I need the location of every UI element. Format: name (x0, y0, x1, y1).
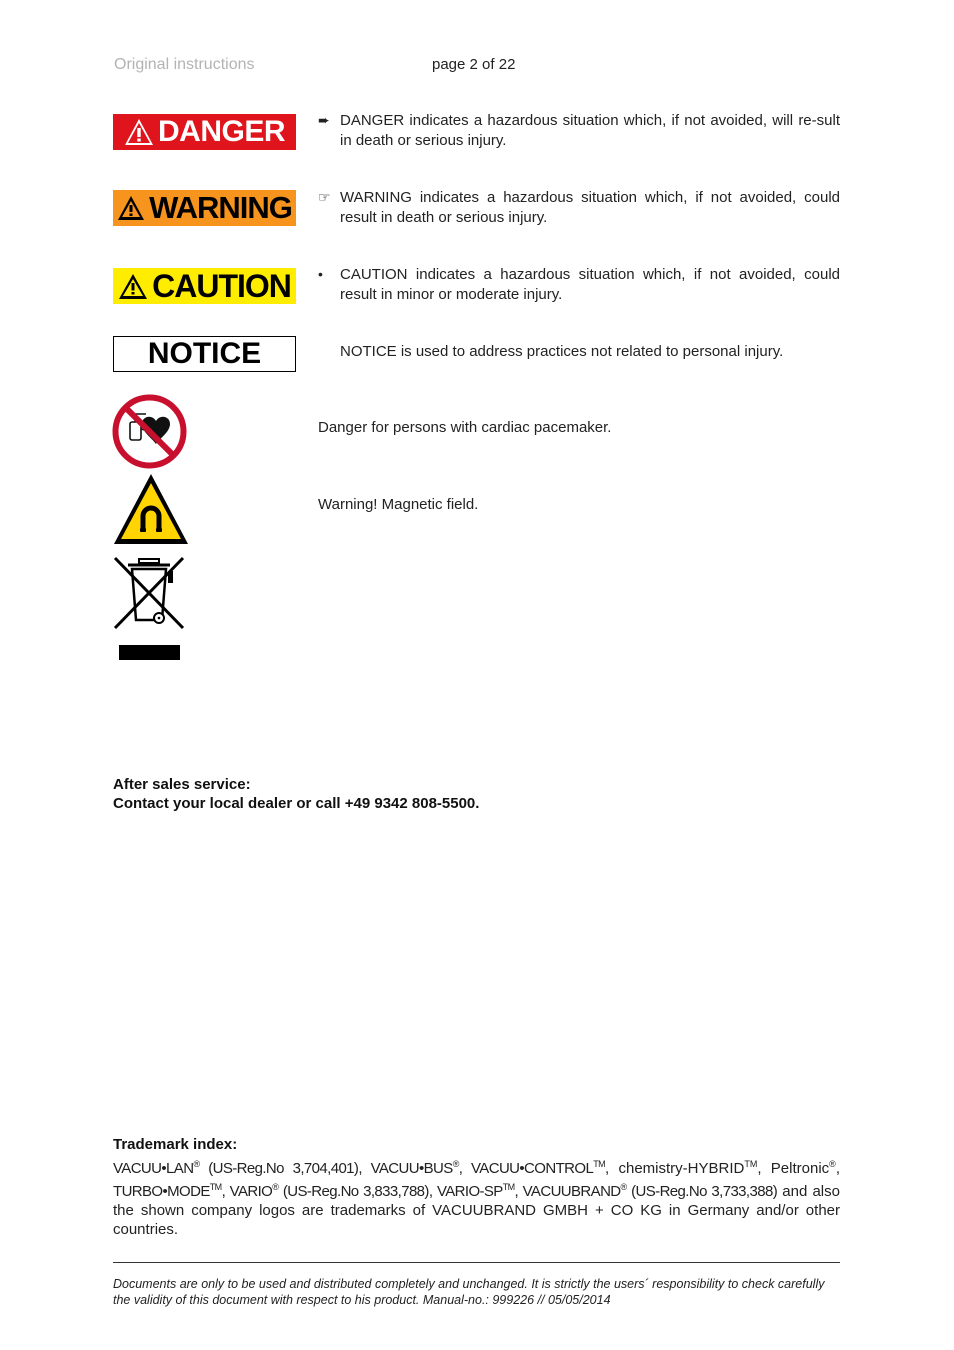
pacemaker-prohibition-icon (112, 394, 187, 469)
warning-label: WARNING (149, 190, 292, 225)
warning-signal-badge (113, 190, 296, 226)
service-contact: Contact your local dealer or call +49 9342 808-5500. (113, 795, 480, 812)
notice-signal-badge (113, 336, 296, 372)
danger-signal-badge (113, 114, 296, 150)
caution-label: CAUTION (152, 267, 291, 304)
service-heading: After sales service: (113, 776, 251, 793)
weee-disposal-icon (112, 556, 186, 662)
caution-description: CAUTION indicates a hazardous situation which, if not avoided, could result in minor or moderate injury. (340, 266, 840, 303)
warning-triangle-icon (118, 273, 148, 300)
page-number: page 2 of 22 (432, 56, 516, 73)
danger-bullet: ➨ (318, 112, 330, 128)
notice-description: NOTICE is used to address practices not related to personal injury. (340, 343, 784, 360)
warning-triangle-icon (124, 118, 154, 146)
warning-bullet: ☞ (318, 189, 331, 205)
caution-signal-badge (113, 268, 296, 304)
warning-triangle-icon (117, 195, 145, 221)
magnetic-field-warning-icon (112, 472, 190, 546)
warning-description: WARNING indicates a hazardous situation which, if not avoided, could result in death or serious injury. (340, 189, 840, 226)
header-doc-type: Original instructions (114, 56, 255, 73)
trademark-list: VACUU•LAN® (US-Reg.No 3,704,401), VACUU•BUS®, VACUU•CONTROL™, chemistry-HYBRID™, Peltronic®, TURBO•MODE™, VARIO® (US-Reg.No 3,833,788), VARIO-SP™, VACUUBRAND® (US-Reg.No 3,733,388) and also the shown company logos are trademarks of VACUUBRAND GMBH + CO KG in Germany and/or other countries. (113, 1159, 840, 1238)
notice-label: NOTICE (147, 337, 262, 370)
magnetic-field-text: Warning! Magnetic field. (318, 496, 479, 513)
danger-description: DANGER indicates a hazardous situation which, if not avoided, will re-sult in death or serious injury. (340, 112, 840, 149)
pacemaker-text: Danger for persons with cardiac pacemaker. (318, 419, 612, 436)
trademark-heading: Trademark index: (113, 1136, 238, 1153)
caution-bullet: • (318, 266, 323, 282)
danger-label: DANGER (157, 115, 285, 148)
footer-divider (113, 1262, 840, 1263)
footer-disclaimer: Documents are only to be used and distributed completely and unchanged. It is strictly the users´ responsibility to check carefully the validity of this document with respect to his product. Manual-no.: 999226 // 05/05/2014 (113, 1277, 825, 1307)
